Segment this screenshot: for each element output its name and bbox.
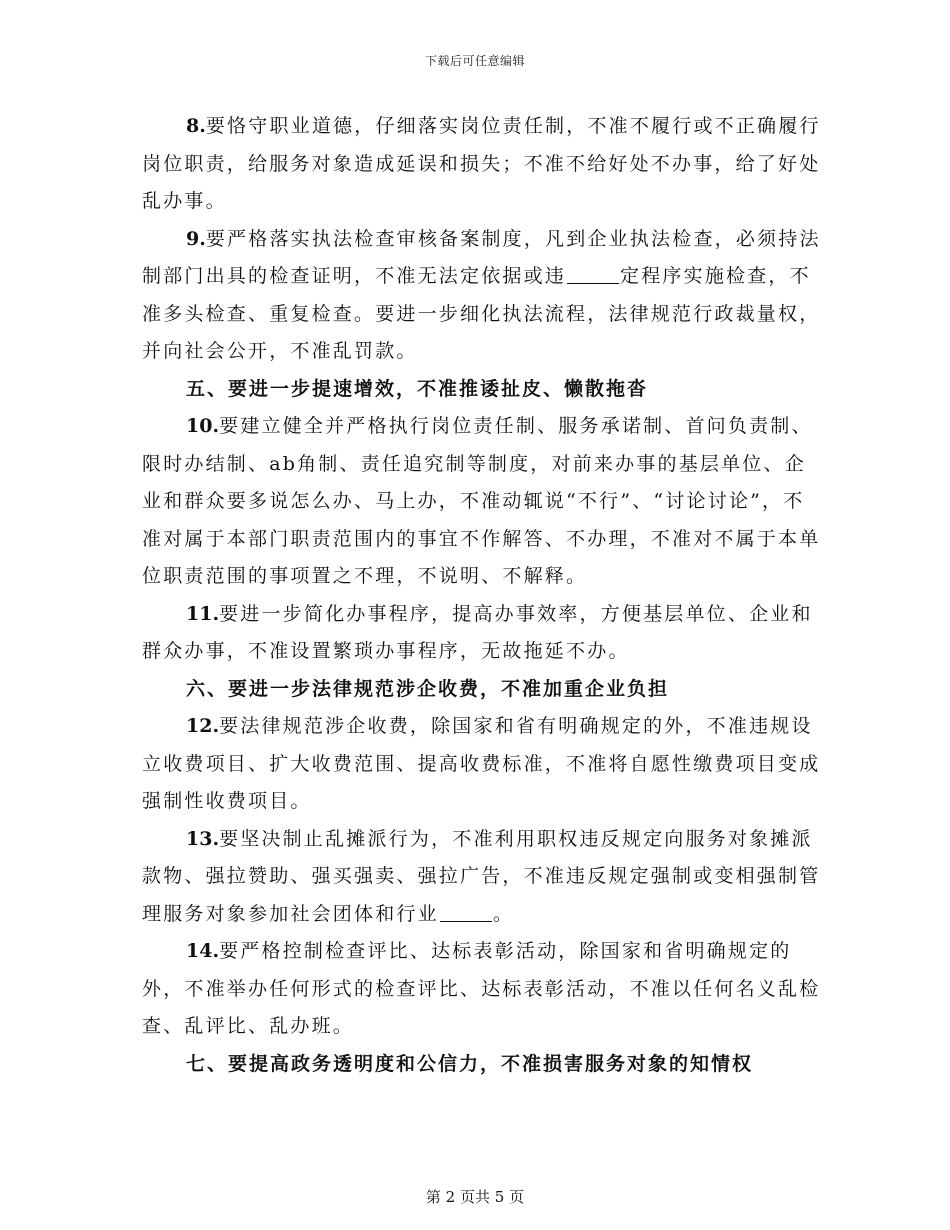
- item-number: 13.: [186, 827, 220, 850]
- section-heading-7: 七、要提高政务透明度和公信力，不准损害服务对象的知情权: [186, 1052, 754, 1075]
- document-body: [142, 108, 822, 1083]
- paragraph-text: 。: [492, 902, 515, 925]
- item-number: 10.: [186, 415, 220, 437]
- section-heading-5: 五、要进一步提速增效，不准推诿扯皮、懒散拖沓: [186, 377, 649, 400]
- paragraph-text: 要建立健全并严格执行岗位责任制、服务承诺制、首问负责制、限时办结制、ab角制、责任追究制等制度，对前来办事的基层单位、企业和群众要多说怎么办、马上办，不准动辄说“不行”、“讨论讨论”，不准对属于本部门职责范围内的事宜不作解答、不办理，不准对不属于本单位职责范围的事项置之不理，不说明、不解释。: [142, 415, 821, 587]
- page-header: 下载后可任意编辑: [424, 54, 525, 68]
- paragraph-11: [142, 596, 822, 671]
- paragraph-text: 要进一步简化办事程序，提高办事效率，方便基层单位、企业和群众办事，不准设置繁琐办事程序，无故拖延不办。: [142, 602, 813, 662]
- item-number: 8.: [186, 115, 206, 137]
- paragraph-10: [142, 408, 822, 596]
- item-number: 9.: [186, 227, 206, 250]
- paragraph-8: [142, 108, 822, 221]
- paragraph-text: 要坚决制止乱摊派行为，不准利用职权违反规定向服务对象摊派款物、强拉赞助、强买强卖、强拉广告，不准违反规定强制或变相强制管理服务对象参加社会团体和行业: [142, 827, 821, 925]
- paragraph-text: 要恪守职业道德，仔细落实岗位责任制，不准不履行或不正确履行岗位职责，给服务对象造成延误和损失；不准不给好处不办事，给了好处乱办事。: [142, 115, 821, 212]
- paragraph-text: 定程序实施检查，不准多头检查、重复检查。要进一步细化执法流程，法律规范行政裁量权，并向社会公开，不准乱罚款。: [142, 265, 821, 362]
- page-footer: 第 2 页共 5 页: [425, 1188, 525, 1206]
- paragraph-13: [142, 821, 822, 934]
- paragraph-text: 要严格落实执法检查审核备案制度，凡到企业执法检查，必须持法制部门出具的检查证明，不准无法定依据或违: [142, 227, 821, 287]
- paragraph-9: [142, 221, 822, 371]
- fill-blank: [440, 902, 492, 922]
- paragraph-14: [142, 933, 822, 1046]
- fill-blank: [567, 264, 619, 284]
- item-number: 14.: [186, 940, 220, 962]
- paragraph-text: 要法律规范涉企收费，除国家和省有明确规定的外，不准违规设立收费项目、扩大收费范围、提高收费标准，不准将自愿性缴费项目变成强制性收费项目。: [142, 715, 821, 812]
- item-number: 11.: [186, 602, 220, 625]
- item-number: 12.: [186, 715, 220, 737]
- paragraph-12: [142, 708, 822, 821]
- section-heading-6: 六、要进一步法律规范涉企收费，不准加重企业负担: [186, 677, 670, 700]
- paragraph-text: 要严格控制检查评比、达标表彰活动，除国家和省明确规定的外，不准举办任何形式的检查评比、达标表彰活动，不准以任何名义乱检查、乱评比、乱办班。: [142, 940, 821, 1037]
